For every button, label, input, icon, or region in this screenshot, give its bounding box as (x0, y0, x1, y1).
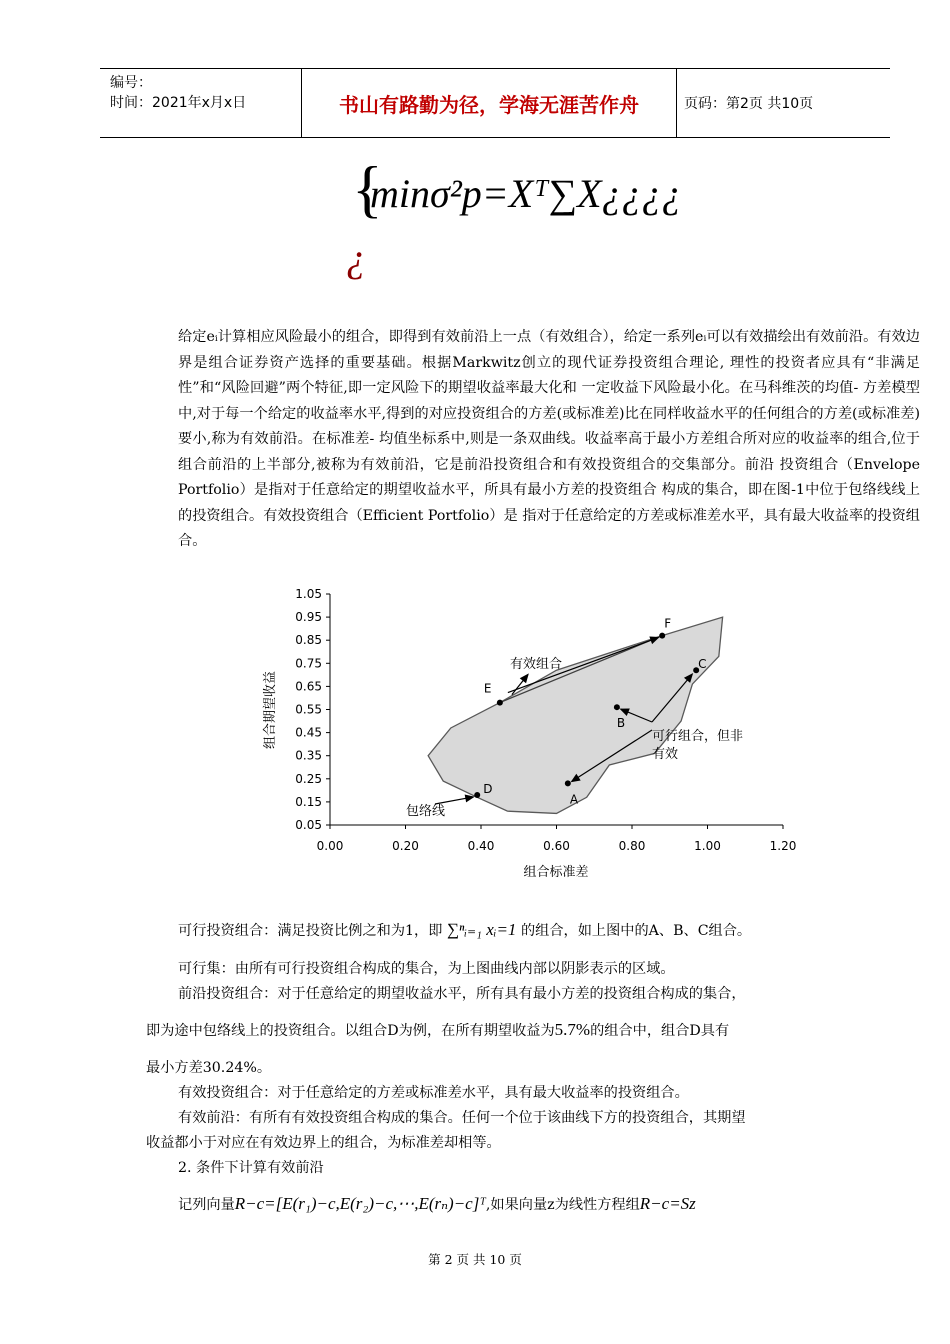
section-heading-2: 2. 条件下计算有效前沿 (178, 1160, 324, 1176)
page-header (100, 68, 890, 138)
efficient-frontier-chart (240, 582, 820, 882)
vector-mid: ,如果向量z为线性方程组 (485, 1197, 640, 1213)
y-axis-label: 组合期望收益 (263, 670, 278, 750)
efficient-portfolio-line: 有效投资组合：对于任意给定的方差或标准差水平，具有最大收益率的投资组合。 (178, 1085, 689, 1101)
point-label-d: D (483, 781, 493, 796)
feasible-region (428, 617, 722, 813)
annotation-efficient: 有效组合 (510, 657, 563, 672)
point-label-b: B (616, 716, 626, 731)
frontier-prefix: 即为途中包络线上的投资组合。以组合D为例，在所有期望收益为 (146, 1023, 555, 1039)
y-tick-label: 0.95 (295, 610, 322, 625)
x-tick-label: 0.20 (392, 839, 419, 853)
y-tick-label: 0.25 (295, 771, 322, 786)
page-footer: 第 2 页 共 10 页 (428, 1252, 522, 1267)
y-tick-label: 0.85 (295, 633, 322, 648)
linear-equation: R−c=Sz (639, 1194, 696, 1213)
formula-garbled-glyph: ¿ (346, 235, 366, 280)
vector-formula: R−c=[E(r₁)−c,E(r₂)−c,⋯,E(rₙ)−c]ᵀ (234, 1194, 486, 1213)
point-f (659, 633, 665, 639)
point-label-c: C (698, 657, 707, 672)
y-tick-label: 0.05 (295, 818, 322, 832)
x-tick-label: 0.40 (467, 839, 495, 853)
x-tick-label: 0.60 (543, 839, 570, 853)
vector-prefix: 记列向量 (178, 1197, 235, 1213)
y-tick-label: 0.65 (295, 679, 322, 694)
y-tick-label: 0.15 (295, 794, 322, 809)
point-label-f: F (664, 616, 672, 631)
y-tick-label: 0.35 (295, 748, 322, 763)
feasible-prefix: 可行投资组合：满足投资比例之和为1，即 (178, 923, 443, 939)
feasible-set-line: 可行集：由所有可行投资组合构成的集合，为上图曲线内部以阴影表示的区域。 (178, 961, 675, 977)
y-tick-label: 1.05 (295, 587, 322, 601)
header-divider (676, 69, 677, 137)
header-meta (110, 73, 246, 113)
expected-return-value: 5.7% (554, 1020, 591, 1039)
x-tick-label: 0.80 (618, 839, 646, 853)
feasible-portfolio-line (146, 920, 751, 940)
header-code: 编号： (110, 75, 152, 91)
intro-paragraph: 给定eᵢ计算相应风险最小的组合，即得到有效前沿上一点（有效组合），给定一系列eᵢ可以有效描绘出有效前沿。有效边界是组合证券资产选择的重要基础。根据Markwitz创立的现代证券投资组合理论, 理性的投资者应具有“非满足性”和“风险回避”两个特征,即一定风险下的期望收益率最大化和 一定收益下风险最小化。在马科维茨的均值- 方差模型中,对于每一个给定的收益率水平,得到的对应投资组合的方差(或标准差)比在同样收益水平的任何组合的方差(或标准差) 要小,称为有效前沿。在标准差- 均值坐标系中,则是一条双曲线。收益率高于最小方差组合所对应的收益率的组合,位于组合前沿的上半部分,被称为有效前沿，它是前沿投资组合和有效投资组合的交集部分。前沿 投资组合（Envelope Portfolio）是指对于任意给定的期望收益水平，所具有最小方差的投资组合 构成的集合，即在图-1中位于包络线线上的投资组合。有效投资组合（Efficient Portfolio）是 指对于任意给定的方差或标准差水平，具有最大收益率的投资组合。 (178, 329, 920, 549)
x-tick-label: 0.00 (316, 839, 344, 853)
annotation-feasible: 有效 (652, 747, 679, 762)
frontier-suffix: 的组合中，组合D具有 (590, 1023, 730, 1039)
feasible-suffix: 的组合，如上图中的A、B、C组合。 (520, 923, 752, 939)
frontier-line-3: 最小方差30.24%。 (146, 1060, 272, 1076)
formula-text: minσ²p=Xᵀ∑X¿¿¿¿ (370, 171, 682, 216)
arrow-head (465, 795, 473, 801)
point-a (565, 780, 571, 786)
x-tick-label: 1.00 (694, 839, 721, 853)
point-label-e: E (483, 681, 492, 696)
point-e (497, 700, 503, 706)
frontier-line-1: 前沿投资组合：对于任意给定的期望收益水平，所有具有最小方差的投资组合构成的集合， (178, 986, 746, 1002)
frontier-line-2 (146, 1020, 729, 1040)
efficient-frontier-line-2: 收益都小于对应在有效边界上的组合，为标准差却相等。 (146, 1135, 501, 1151)
y-tick-label: 0.55 (295, 702, 322, 717)
sum-formula: ∑ⁿᵢ₌₁ xᵢ=1 (446, 920, 517, 939)
point-label-a: A (569, 792, 579, 807)
header-time: 时间：2021年x月x日 (110, 95, 247, 111)
annotation-feasible: 可行组合，但非 (652, 729, 744, 744)
point-b (614, 704, 620, 710)
y-tick-label: 0.75 (295, 656, 322, 671)
annotation-envelope: 包络线 (406, 804, 446, 819)
vector-definition-line (146, 1194, 696, 1214)
header-page-number: 页码：第2页 共10页 (684, 96, 814, 112)
header-slogan: 书山有路勤为径，学海无涯苦作舟 (339, 93, 639, 117)
point-d (474, 792, 480, 798)
x-tick-label: 1.20 (769, 839, 797, 853)
x-axis-label: 组合标准差 (523, 865, 589, 880)
efficient-frontier-line-1: 有效前沿：有所有有效投资组合构成的集合。任何一个位于该曲线下方的投资组合，其期望 (178, 1110, 746, 1126)
y-tick-label: 0.45 (295, 725, 322, 740)
